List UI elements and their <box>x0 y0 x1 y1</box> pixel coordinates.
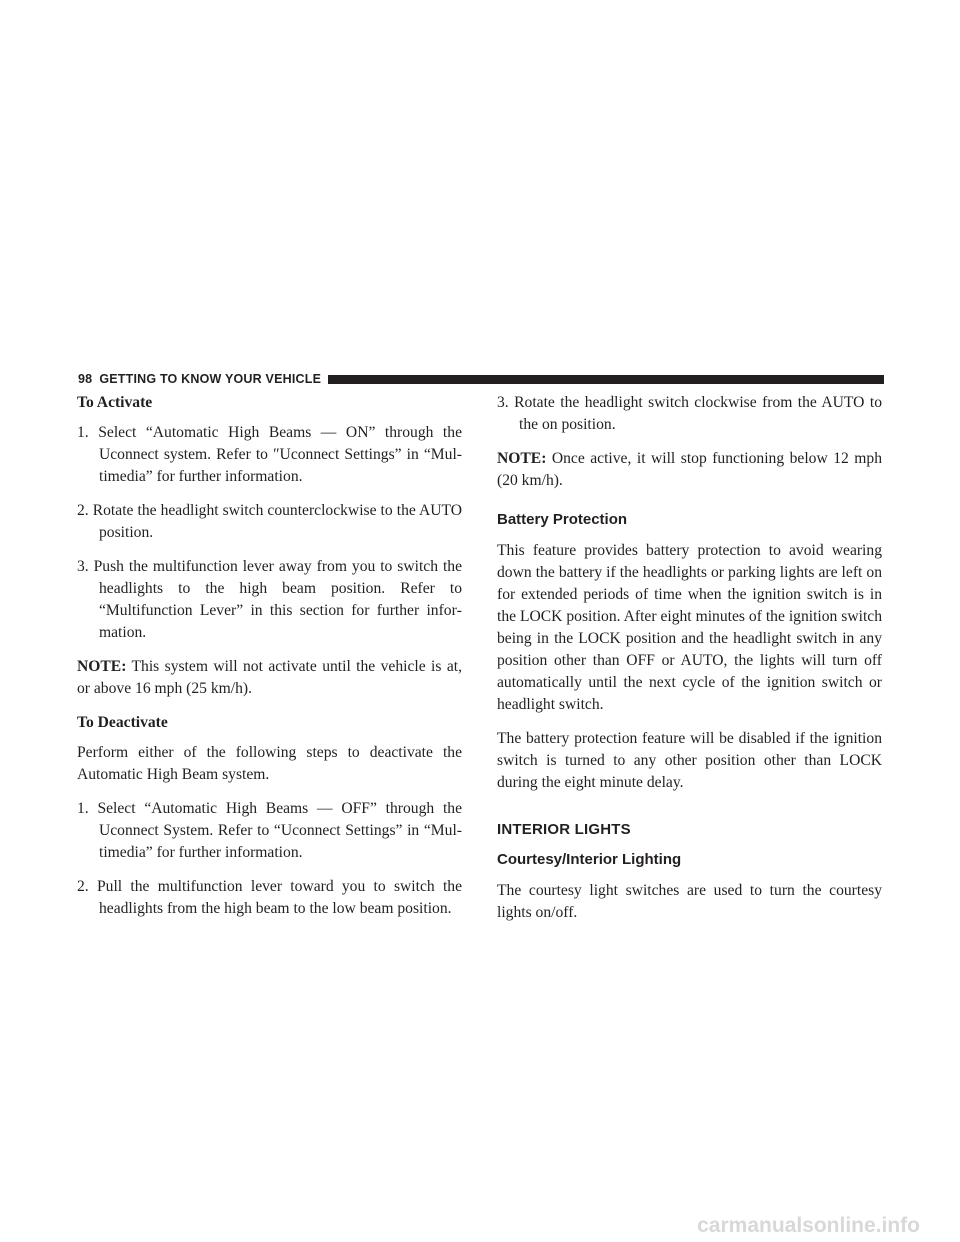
battery-paragraph-1: This feature provides battery protection to avoid wearing down the battery if the headlights or parking lights are left on for extended periods of time when the ignition switch is in the LOCK position. After eight minutes of the ignition switch being in the LOCK position and the headlight switch in any position other than OFF or AUTO, the lights will turn off automatically until the next cycle of the ignition switch or headlight switch. <box>497 542 882 713</box>
to-activate-heading: To Activate <box>77 394 153 411</box>
courtesy-paragraph: The courtesy light switches are used to turn the courtesy lights on/off. <box>497 882 882 921</box>
page-number: 98 <box>78 372 93 386</box>
left-column <box>77 392 462 932</box>
section-title: GETTING TO KNOW YOUR VEHICLE <box>99 372 322 386</box>
courtesy-lighting-heading: Courtesy/Interior Lighting <box>497 851 682 868</box>
activate-step-3: 3. Push the multifunction lever away from you to switch the headlights to the high beam position. Refer to “Multifunction Lever” in this section for further information. <box>77 558 462 641</box>
activate-note <box>77 656 462 700</box>
deactivate-intro: Perform either of the following steps to deactivate the Automatic High Beam system. <box>77 744 462 783</box>
page-header <box>78 371 884 387</box>
right-column <box>497 392 882 936</box>
interior-lights-heading: INTERIOR LIGHTS <box>497 821 631 838</box>
activate-step-3-continued: 3. Rotate the headlight switch clockwise from the AUTO to the on position. <box>497 394 882 433</box>
to-deactivate-heading: To Deactivate <box>77 714 168 731</box>
activate-step-1: 1. Select “Automatic High Beams — ON” through the Uconnect system. Refer to ″Uconnect Settings” in “Multimedia” for further information. <box>77 424 462 485</box>
battery-protection-heading: Battery Protection <box>497 511 628 528</box>
watermark: carmanualsonline.info <box>697 1214 920 1237</box>
note-text: This system will not activate until the vehicle is at, or above 16 mph (25 km/h). <box>77 658 462 697</box>
deactivate-step-2: 2. Pull the multifunction lever toward you to switch the headlights from the high beam to the low beam position. <box>77 878 462 917</box>
battery-paragraph-2: The battery protection feature will be disabled if the ignition switch is turned to any other position other than LOCK during the eight minute delay. <box>497 730 882 791</box>
header-rule <box>328 375 884 384</box>
note-label: NOTE: <box>497 450 547 467</box>
auto-note <box>497 448 882 492</box>
deactivate-step-1: 1. Select “Automatic High Beams — OFF” through the Uconnect System. Refer to “Uconnect Settings” in “Multimedia” for further information. <box>77 800 462 861</box>
note-label: NOTE: <box>77 658 127 675</box>
note-text: Once active, it will stop functioning below 12 mph (20 km/h). <box>497 450 882 489</box>
activate-step-2: 2. Rotate the headlight switch counterclockwise to the AUTO position. <box>77 502 462 541</box>
